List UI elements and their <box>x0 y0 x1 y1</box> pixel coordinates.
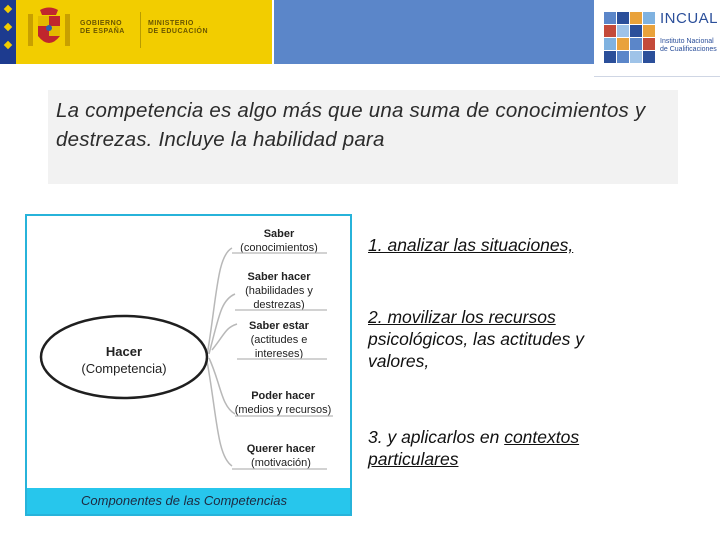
step-2 <box>368 306 584 372</box>
branch-detail: intereses) <box>254 348 304 360</box>
gobierno-label: GOBIERNO DE ESPAÑA <box>80 20 125 35</box>
branch-title: Saber <box>263 228 295 240</box>
step-3-line-2: particulares <box>368 449 459 469</box>
spain-crest-icon <box>24 6 74 56</box>
incual-subtitle: Instituto Nacional de Cualificaciones <box>660 38 717 53</box>
step-3 <box>368 426 579 470</box>
connector-line <box>209 294 235 354</box>
star-icon <box>4 23 12 31</box>
branch-title: Saber hacer <box>247 271 311 283</box>
branch-title: Poder hacer <box>251 390 315 402</box>
competence-diagram <box>25 214 352 516</box>
connector-line <box>209 358 235 414</box>
connector-line <box>207 361 232 466</box>
branch-detail: (conocimientos) <box>240 242 318 254</box>
step-2-line-1: 2. movilizar los recursos <box>368 307 556 327</box>
branch-detail: destrezas) <box>253 299 305 311</box>
incual-title: INCUAL <box>660 10 719 27</box>
diagram-caption: Componentes de las Competencias <box>81 493 287 508</box>
step-2-line-2: psicológicos, las actitudes y <box>368 329 584 349</box>
step-1: 1. analizar las situaciones, <box>368 235 574 255</box>
branch-title: Saber estar <box>249 320 309 332</box>
eu-flag-strip <box>0 0 16 64</box>
ministerio-label: MINISTERIO DE EDUCACIÓN <box>148 20 209 35</box>
star-icon <box>4 5 12 13</box>
intro-text: La competencia es algo más que una suma de conocimientos y destrezas. Incluye la habilidad para <box>56 99 646 151</box>
step-3-line-1 <box>368 426 579 448</box>
branch-detail: (habilidades y <box>245 285 313 297</box>
intro-box <box>48 90 678 184</box>
step-3-text: 3. y aplicarlos en <box>368 427 505 447</box>
header-divider <box>140 12 141 48</box>
branch-detail: (actitudes e <box>250 334 308 346</box>
incual-mosaic-icon <box>604 12 656 64</box>
branch-detail: (medios y recursos) <box>234 404 332 416</box>
star-icon <box>4 41 12 49</box>
center-title: Hacer <box>105 344 143 359</box>
branch-detail: (motivación) <box>251 457 311 469</box>
header-blue-band <box>274 0 594 64</box>
center-subtitle: (Competencia) <box>81 361 167 376</box>
branch-title: Querer hacer <box>246 443 316 455</box>
step-3-link-contextos: contextos <box>504 427 580 447</box>
step-2-line-3: valores, <box>368 351 430 371</box>
diagram-caption-bar <box>27 488 350 514</box>
